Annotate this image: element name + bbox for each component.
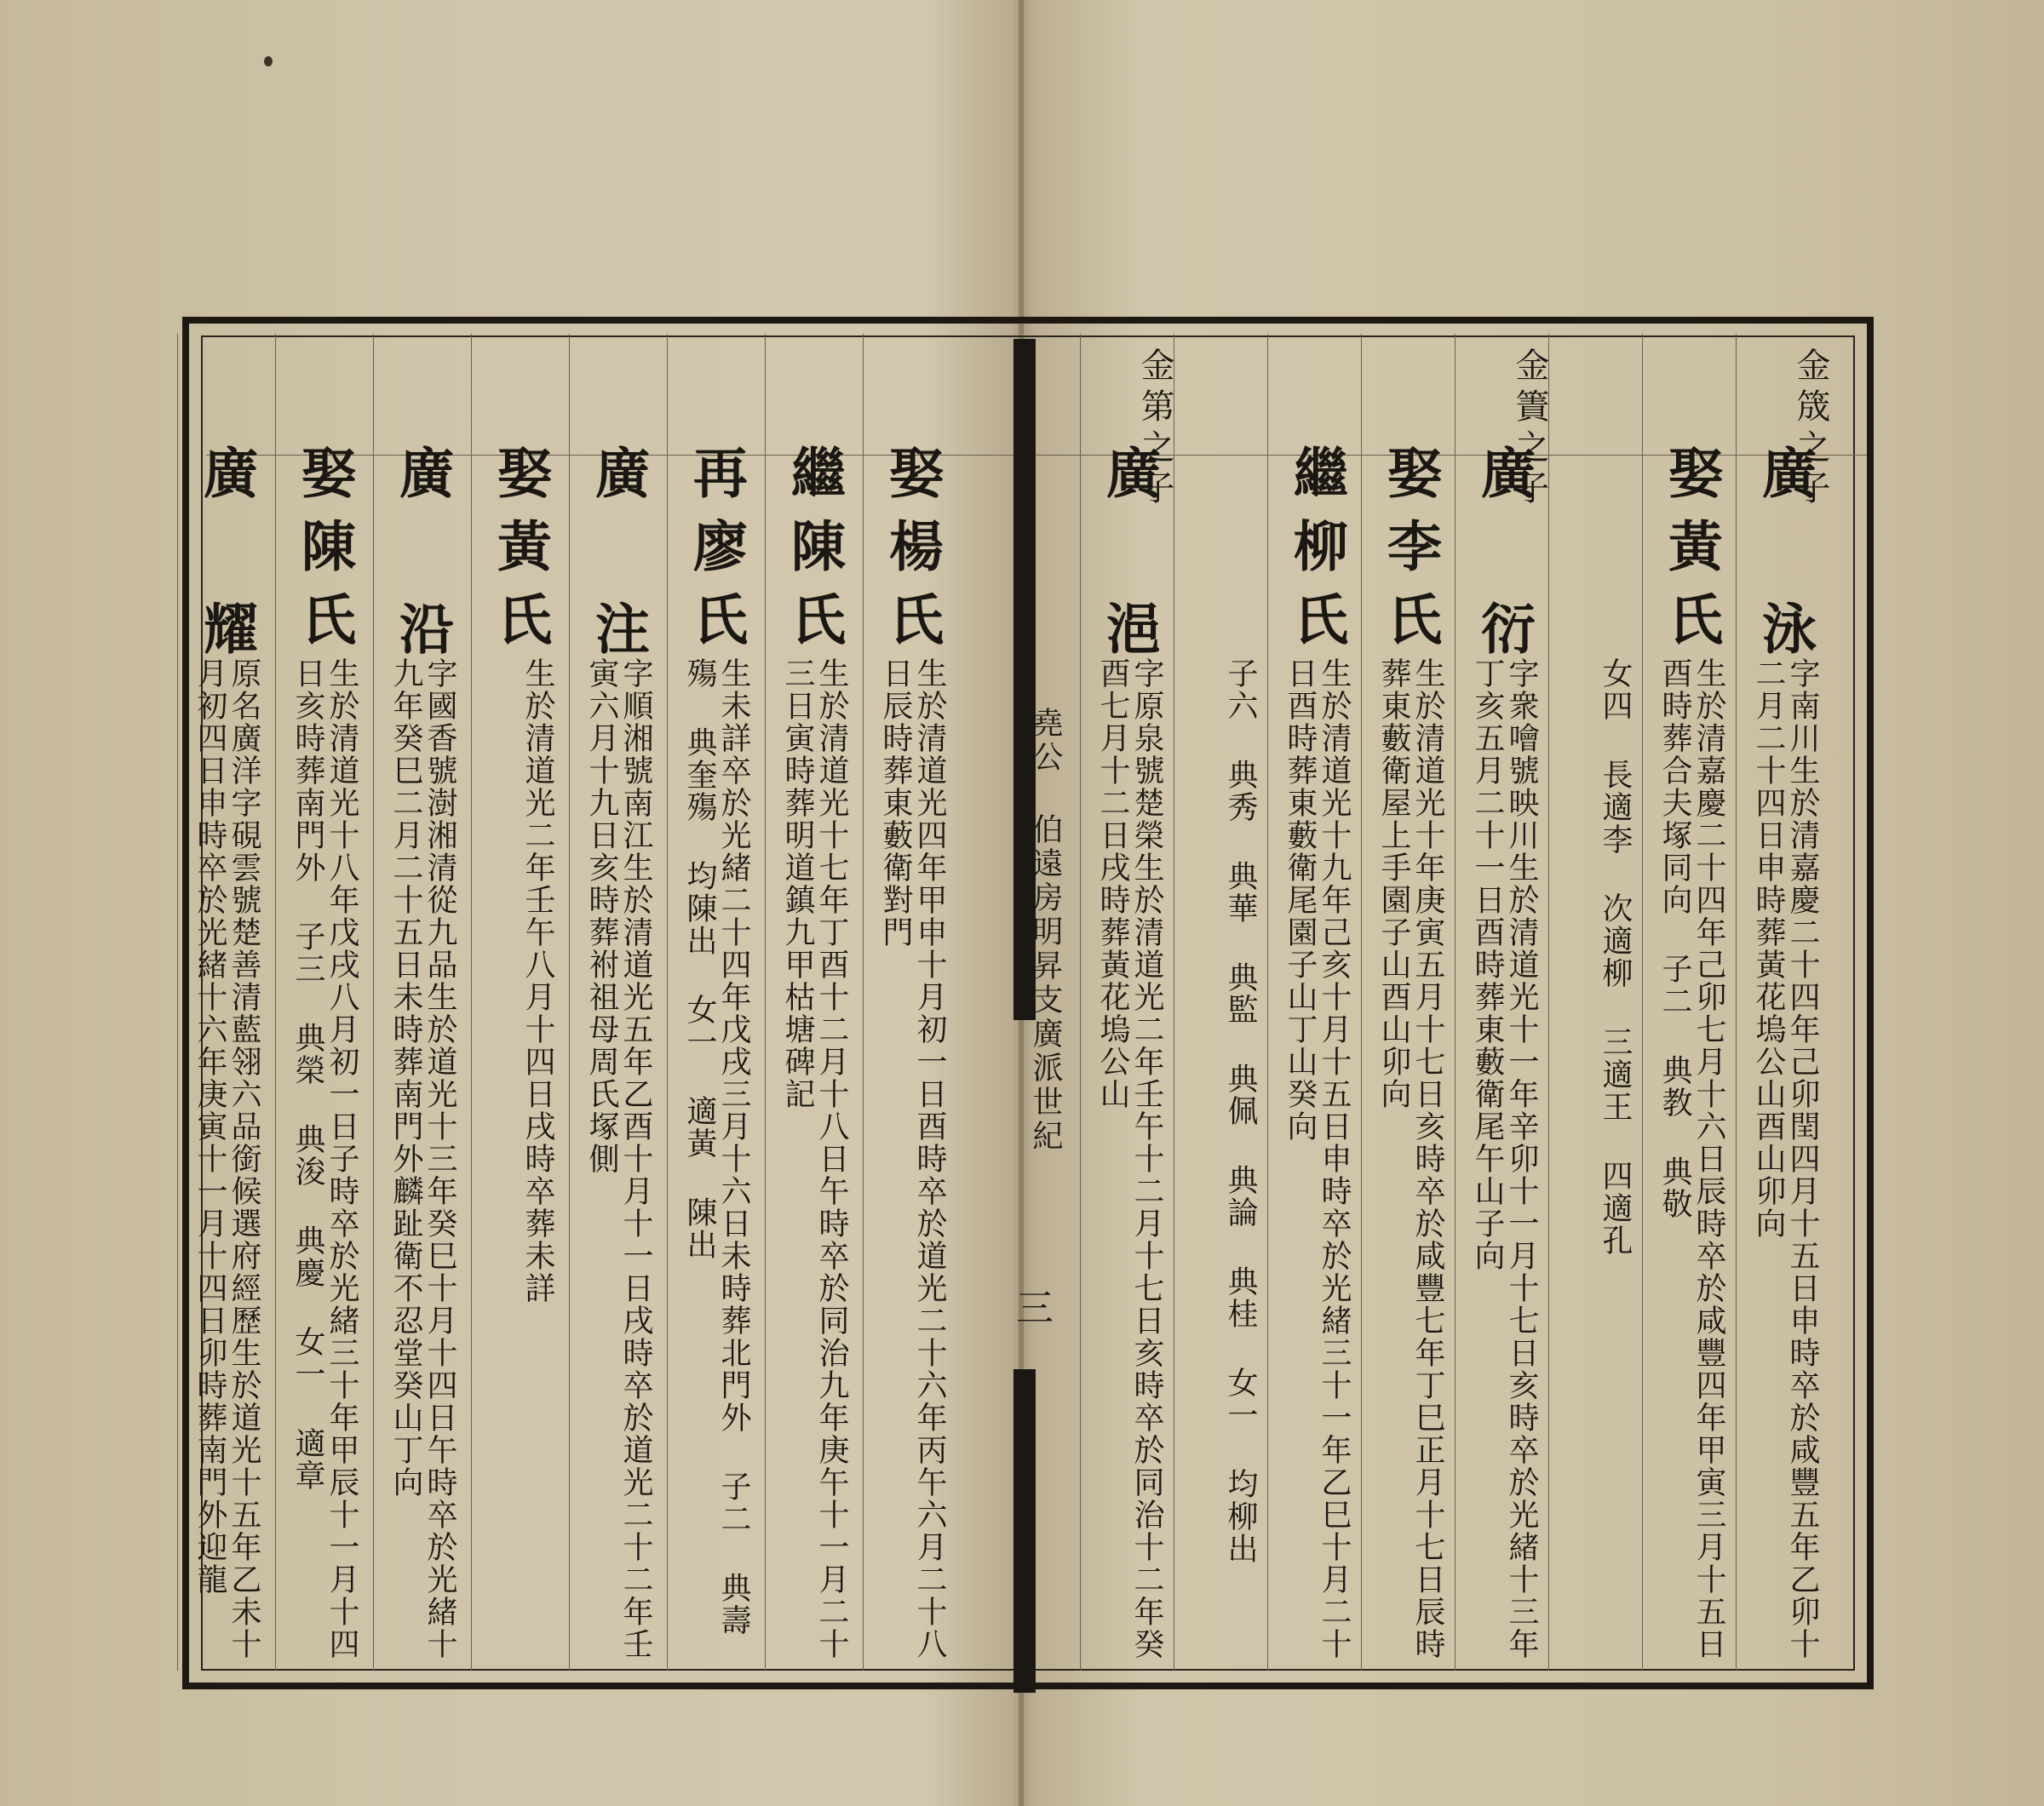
entry-column xyxy=(179,317,273,1689)
entry-column xyxy=(571,317,664,1689)
column-rule xyxy=(667,334,668,1671)
person-name: 廣 泳 xyxy=(1753,444,1817,674)
person-name: 娶黃氏 xyxy=(1659,444,1723,664)
column-rule xyxy=(471,334,472,1671)
parent-label: 金第之子 xyxy=(1135,347,1174,511)
column-rule xyxy=(863,334,864,1671)
entry-column xyxy=(766,317,860,1689)
biographical-detail: 生於清道光四年甲申十月初一日酉時卒於道光二十六年丙午六月二十八日辰時葬東藪衛對門 xyxy=(878,657,947,1660)
entry-column xyxy=(1363,317,1456,1689)
person-name: 廣 浥 xyxy=(1097,444,1161,674)
parent-label: 金筬之子 xyxy=(1791,347,1830,511)
center-title: 堯公 伯遠房明昇支廣派世紀 xyxy=(1028,707,1063,1154)
entry-column xyxy=(1175,317,1269,1689)
person-name: 娶李氏 xyxy=(1378,444,1442,664)
person-name: 廣 沿 xyxy=(390,444,454,674)
person-name: 娶陳氏 xyxy=(292,444,356,664)
column-rule xyxy=(569,334,570,1671)
column-rule xyxy=(177,334,178,1671)
person-name: 廣 衍 xyxy=(1472,444,1536,674)
biographical-detail: 生於清道光十七年丁酉十二月十八日午時卒於同治九年庚午十一月二十三日寅時葬明道鎮九甲枯塘碑記 xyxy=(780,657,849,1660)
biographical-detail: 女四 長適李 次適柳 三適王 四適孔 xyxy=(1598,657,1633,1257)
entry-column xyxy=(864,317,958,1689)
ink-spot xyxy=(264,56,273,66)
parent-label: 金簀之子 xyxy=(1510,347,1549,511)
entry-column xyxy=(375,317,468,1689)
entry-column xyxy=(277,317,370,1689)
person-name: 繼陳氏 xyxy=(782,444,846,664)
biographical-detail: 生未詳卒於光緒二十四年戊戌三月十六日未時葬北門外 子二 典壽殤 典奎殤 均陳出 女一 適黃 陳出 xyxy=(682,657,751,1637)
person-name: 繼柳氏 xyxy=(1284,444,1348,664)
column-rule xyxy=(765,334,766,1671)
person-name: 娶黃氏 xyxy=(488,444,552,664)
biographical-detail: 字衆噲號映川生於清道光十一年辛卯十一月十七日亥時卒於光緒十三年丁亥五月二十一日酉時葬東藪衛尾午山子向 xyxy=(1470,657,1539,1660)
biographical-detail: 字南川生於清嘉慶二十四年己卯閏四月十五日申時卒於咸豐五年乙卯十二月二十四日申時葬黃花塢公山酉山卯向 xyxy=(1751,657,1820,1660)
person-name: 再廖氏 xyxy=(684,444,748,664)
entry-column xyxy=(1737,317,1831,1689)
entry-column xyxy=(1456,317,1550,1689)
column-rule xyxy=(275,334,276,1671)
biographical-detail: 生於清道光十年庚寅五月十七日亥時卒於咸豐七年丁巳正月十七日辰時葬東藪衛屋上手園子山酉山卯向 xyxy=(1376,657,1445,1660)
biographical-detail: 生於清嘉慶二十四年己卯七月十六日辰時卒於咸豐四年甲寅三月十五日酉時葬合夫塚同向 子二 典教 典敬 xyxy=(1657,657,1726,1660)
person-name: 廣 耀 xyxy=(194,444,258,674)
spine-bar-bottom xyxy=(1013,1369,1036,1693)
biographical-detail: 字國香號澍湘清從九品生於道光十三年癸巳十月十四日午時卒於光緒十九年癸巳二月二十五日未時葬南門外麟趾衛不忍堂癸山丁向 xyxy=(388,657,457,1660)
person-name: 娶楊氏 xyxy=(880,444,944,664)
entry-column xyxy=(1082,317,1175,1689)
biographical-detail: 字順湘號南江生於清道光五年乙酉十月十一日戌時卒於道光二十二年壬寅六月十九日亥時葬祔祖母周氏塚側 xyxy=(584,657,653,1660)
biographical-detail: 生於清道光十八年戊戌八月初一日子時卒於光緒三十年甲辰十一月十四日亥時葬南門外 子三 典榮 典浚 典慶 女一 適章 xyxy=(290,657,359,1660)
entry-column xyxy=(473,317,566,1689)
column-rule xyxy=(1080,334,1081,1671)
entry-column xyxy=(1550,317,1644,1689)
column-rule xyxy=(373,334,374,1671)
biographical-detail: 字原泉號楚榮生於清道光二年壬午十二月十七日亥時卒於同治十二年癸酉七月十二日戌時葬黃花塢公山 xyxy=(1095,657,1164,1660)
page-number: 三 xyxy=(1016,1287,1054,1330)
biographical-detail: 原名廣洋字硯雲號楚善清藍翎六品銜候選府經歷生於道光十五年乙未十月初四日申時卒於光緒十六年庚寅十一月十四日卯時葬南門外迎龍 xyxy=(192,657,261,1660)
entry-column xyxy=(1644,317,1737,1689)
biographical-detail: 生於清道光二年壬午八月十四日戌時卒葬未詳 xyxy=(520,657,555,1304)
person-name: 廣 注 xyxy=(586,444,650,674)
entry-column xyxy=(1269,317,1363,1689)
biographical-detail: 子六 典秀 典華 典監 典佩 典論 典桂 女一 均柳出 xyxy=(1223,657,1258,1565)
biographical-detail: 生於清道光十九年己亥十月十五日申時卒於光緒三十一年乙巳十月二十日酉時葬東藪衛尾園子山丁山癸向 xyxy=(1283,657,1352,1660)
entry-column xyxy=(669,317,762,1689)
